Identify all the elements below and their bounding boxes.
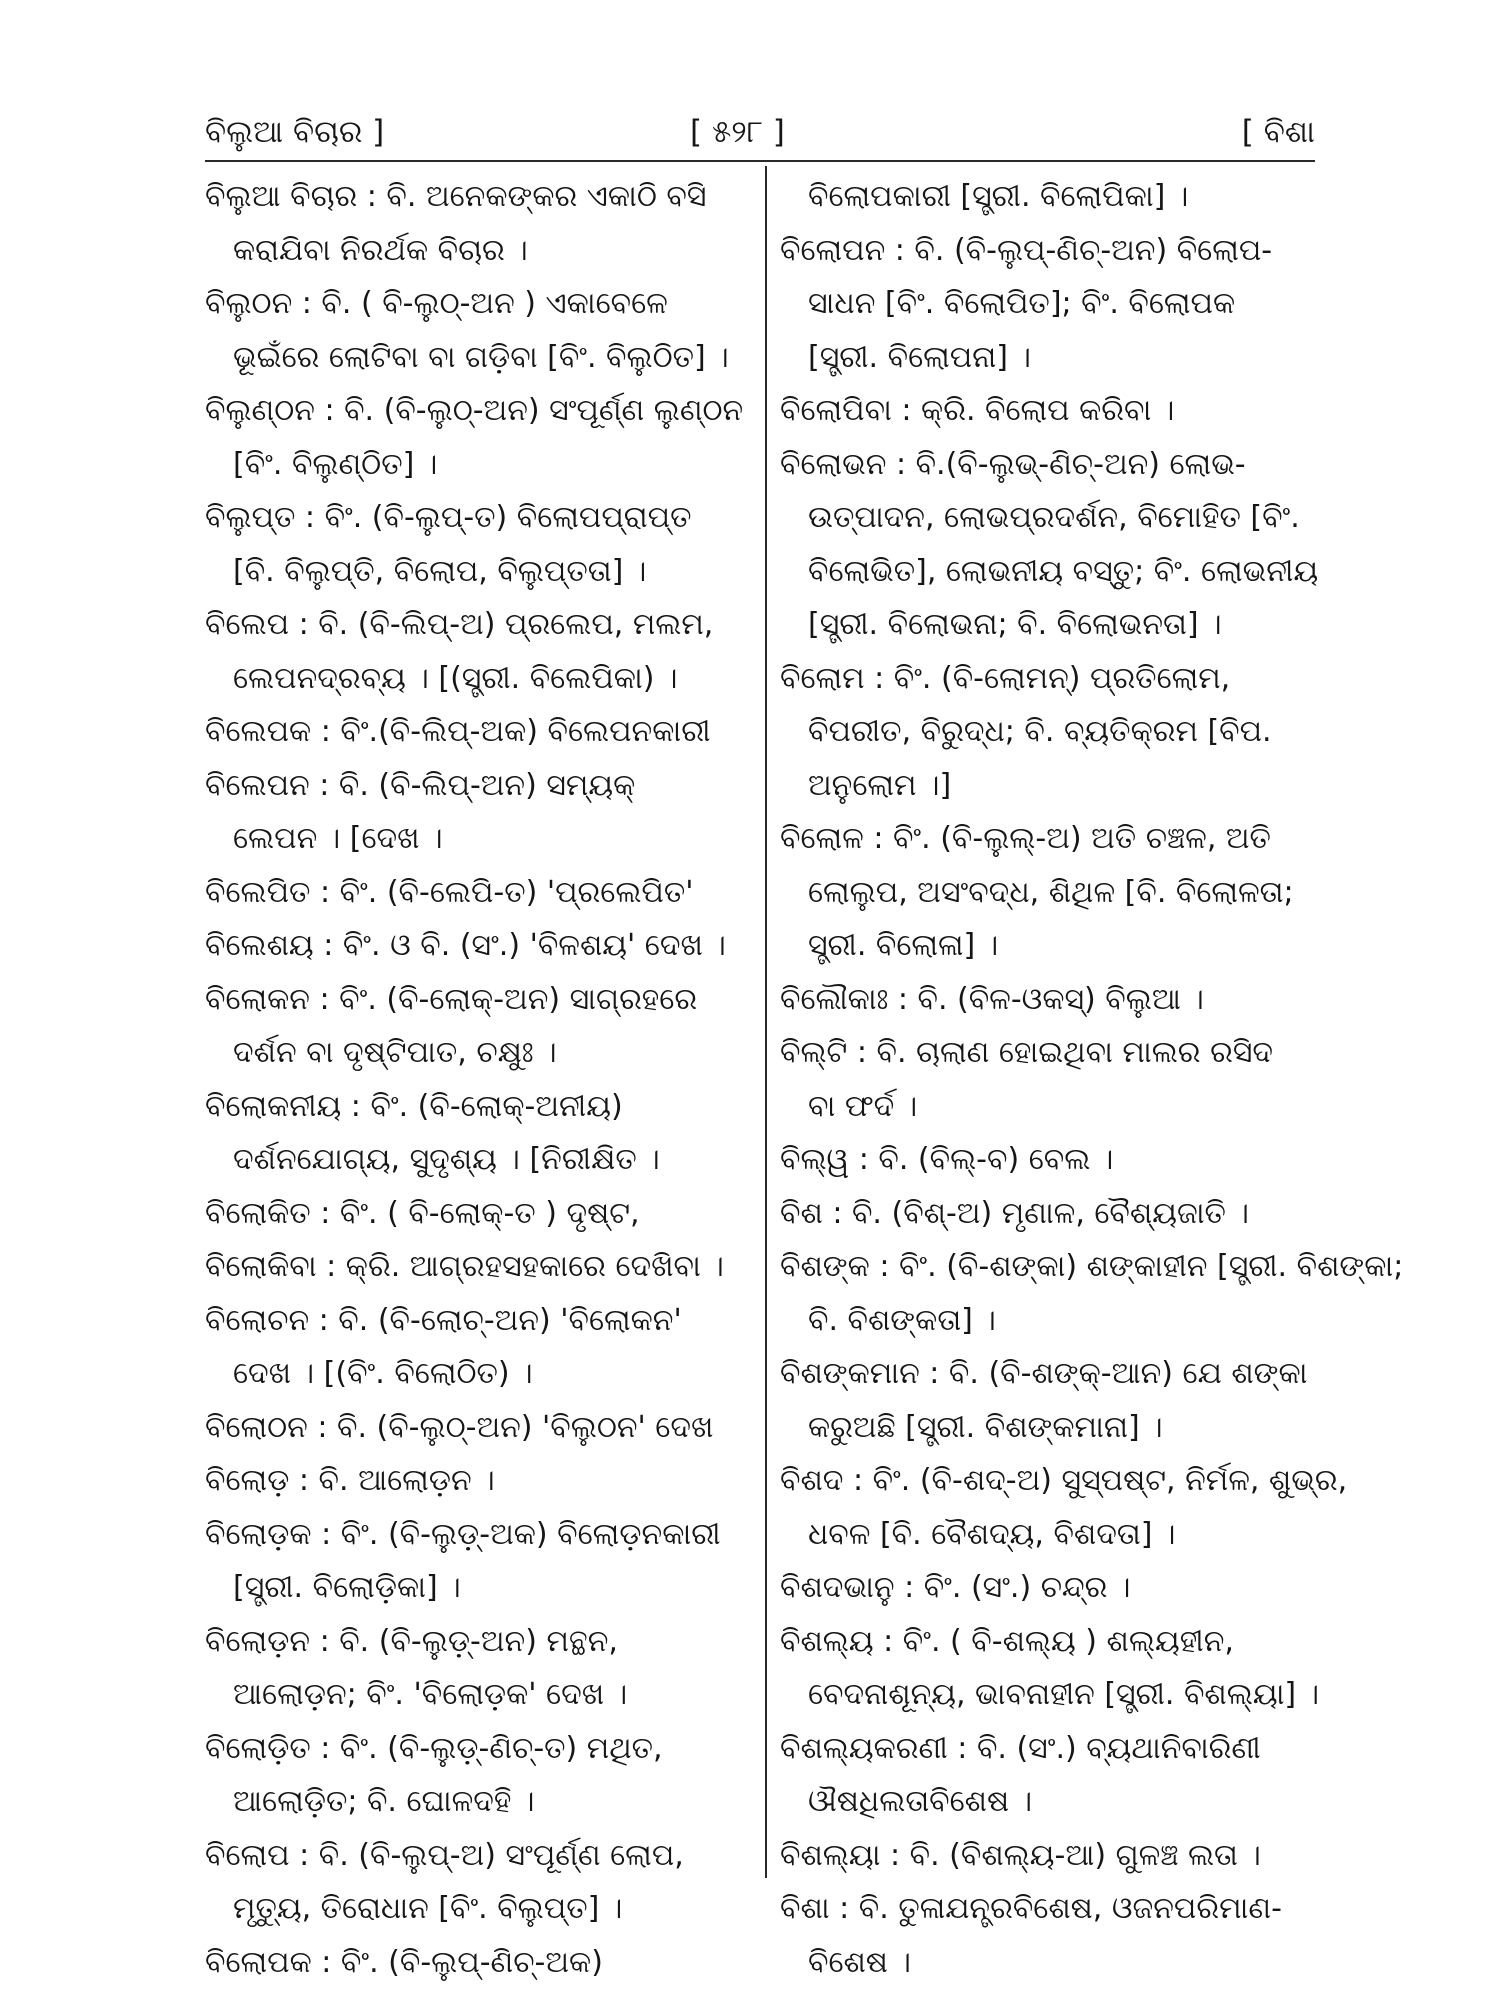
- entry-line: ବିଲୁଆ ବିଚାର : ବି. ଅନେକଙ୍କର ଏକାଠି ବସି: [205, 179, 707, 214]
- entry-line: ବିଲେପକ : ବିଂ.(ବି-ଲିପ୍-ଅକ) ବିଲେପନକାରୀ: [205, 714, 711, 749]
- entry-line: ବିଲୋମ : ବିଂ. (ବି-ଲୋମନ୍) ପ୍ରତିଲୋମ,: [780, 660, 1231, 696]
- entry-line: ଦର୍ଶନଯୋଗ୍ୟ, ସୁଦୃଶ୍ୟ । [ନିରୀକ୍ଷିତ ।: [233, 1142, 660, 1177]
- entry-line: ବିଲୋଡ଼ : ବି. ଆଲୋଡ଼ନ ।: [205, 1463, 495, 1498]
- entry-line: ବିଶଲ୍ୟା : ବି. (ବିଶଲ୍ୟ-ଆ) ଗୁଳଞ୍ଚ ଲତା ।: [780, 1837, 1261, 1873]
- header-right-guideword: [ ବିଶା: [1241, 114, 1315, 150]
- entry-line: ବିଲ୍‌ଟି : ବି. ଚାଲାଣ ହୋଇଥିବା ମାଲର ରସିଦ: [780, 1035, 1274, 1070]
- entry-line: ବିଶଲ୍ୟକରଣୀ : ବି. (ସଂ.) ବ୍ୟଥାନିବାରିଣୀ: [780, 1730, 1261, 1766]
- entry-line: ବିଶେଷ ।: [808, 1944, 911, 1980]
- entry-line: ବିଲୋପ : ବି. (ବି-ଲୁପ୍-ଅ) ସଂପୂର୍ଣ୍ଣ ଲୋପ,: [205, 1837, 684, 1873]
- entry-line: ଉତ୍ପାଦନ, ଲୋଭପ୍ରଦର୍ଶନ, ବିମୋହିତ [ବିଂ.: [808, 500, 1300, 535]
- entry-line: କରାଯିବା ନିରର୍ଥକ ବିଚାର ।: [233, 232, 528, 268]
- entry-line: ବିଶଙ୍କ : ବିଂ. (ବି-ଶଙ୍କା) ଶଙ୍କାହୀନ [ସ୍ତ୍ରୀ. ବିଶଙ୍କା;: [780, 1249, 1404, 1284]
- entry-line: ବିଲୁଠନ : ବି. ( ବି-ଲୁଠ୍-ଅନ ) ଏକାବେଳେ: [205, 286, 668, 321]
- entry-line: ବିଶଦ : ବିଂ. (ବି-ଶଦ୍-ଅ) ସୁସ୍ପଷ୍ଟ, ନିର୍ମଳ, ଶୁଭ୍ର,: [780, 1463, 1348, 1498]
- entry-line: ଔଷଧିଲତାବିଶେଷ ।: [808, 1784, 1033, 1819]
- entry-line: ବା ଫର୍ଦ ।: [808, 1088, 918, 1124]
- entry-line: ବିଲୋପିବା : କ୍ରି. ବିଲୋପ କରିବା ।: [780, 393, 1175, 428]
- entry-line: ବିଶଙ୍କମାନ : ବି. (ବି-ଶଙ୍କ୍-ଆନ) ଯେ ଶଙ୍କା: [780, 1356, 1308, 1391]
- left-column: [205, 170, 760, 1980]
- entry-line: ଦେଖ । [(ବିଂ. ବିଲୋଠିତ) ।: [233, 1356, 533, 1391]
- entry-line: [ସ୍ତ୍ରୀ. ବିଲୋଡ଼ିକା] ।: [233, 1570, 461, 1605]
- entry-line: ବିଲୋଡ଼ନ : ବି. (ବି-ଲୁଡ଼୍-ଅନ) ମନ୍ଥନ,: [205, 1623, 618, 1659]
- entry-line: ବି. ବିଶଙ୍କତା] ।: [808, 1302, 996, 1338]
- header-rule: [205, 160, 1315, 162]
- entry-line: ବିଲୁଣ୍ଠନ : ବି. (ବି-ଲୁଠ୍-ଅନ) ସଂପୂର୍ଣ୍ଣ ଲୁଣ୍ଠନ: [205, 393, 744, 428]
- entry-line: ବିଲୋଭିତ], ଲୋଭନୀୟ ବସ୍ତୁ; ବିଂ. ଲୋଭନୀୟ: [808, 553, 1319, 589]
- entry-line: ବିଲ୍ୱ : ବି. (ବିଲ୍-ବ) ବେଲ ।: [780, 1142, 1114, 1177]
- entry-line: ବିଲୋଠନ : ବି. (ବି-ଲୁଠ୍-ଅନ) 'ବିଲୁଠନ' ଦେଖ: [205, 1409, 714, 1445]
- entry-line: ବିଲୋକନୀୟ : ବିଂ. (ବି-ଲୋକ୍-ଅନୀୟ): [205, 1088, 623, 1124]
- entry-line: [ବିଂ. ବିଲୁଣ୍ଠିତ] ।: [233, 446, 438, 482]
- entry-line: ବିଶା : ବି. ତୁଳାଯନ୍ତ୍ରବିଶେଷ, ଓଜନପରିମାଣ-: [780, 1891, 1282, 1926]
- entry-line: [ସ୍ତ୍ରୀ. ବିଲୋପନା] ।: [808, 339, 1032, 375]
- entry-line: ବିଲୋକନ : ବିଂ. (ବି-ଲୋକ୍-ଅନ) ସାଗ୍ରହରେ: [205, 981, 698, 1017]
- entry-line: ଲୋଲୁପ, ଅସଂବଦ୍ଧ, ଶିଥିଳ [ବି. ବିଲୋଳତା;: [808, 874, 1294, 910]
- entry-line: ବିଲୋକିବା : କ୍ରି. ଆଗ୍ରହସହକାରେ ଦେଖିବା ।: [205, 1249, 724, 1284]
- entry-line: ବିଶଲ୍ୟ : ବିଂ. ( ବି-ଶଲ୍ୟ ) ଶଲ୍ୟହୀନ,: [780, 1623, 1234, 1659]
- entry-line: ଆଲୋଡ଼ିତ; ବି. ଘୋଳଦହି ।: [233, 1784, 535, 1819]
- entry-line: ବିଲୋଡ଼ିତ : ବିଂ. (ବି-ଲୁଡ଼୍-ଣିଚ୍-ତ) ମଥିତ,: [205, 1730, 663, 1766]
- entry-line: ଅନୁଲୋମ ।]: [808, 767, 952, 803]
- header-left-guideword: ବିଲୁଆ ବିଚାର ]: [205, 114, 385, 150]
- entry-line: ବିଲୋଳ : ବିଂ. (ବି-ଲୁଲ୍-ଅ) ଅତି ଚଞ୍ଚଳ, ଅତି: [780, 821, 1271, 856]
- entry-line: ବିଲୋଚନ : ବି. (ବି-ଲୋଚ୍-ଅନ) 'ବିଲୋକନ': [205, 1302, 682, 1338]
- entry-line: ବିଲୋପକ : ବିଂ. (ବି-ଲୁପ୍-ଣିଚ୍-ଅକ): [205, 1944, 603, 1980]
- entry-line: ବେଦନାଶୂନ୍ୟ, ଭାବନାହୀନ [ସ୍ତ୍ରୀ. ବିଶଲ୍ୟା] ।: [808, 1677, 1320, 1712]
- entry-line: ଲେପନଦ୍ରବ୍ୟ । [(ସ୍ତ୍ରୀ. ବିଲେପିକା) ।: [233, 660, 678, 696]
- entry-line: ବିଲୋଭନ : ବି.(ବି-ଲୁଭ୍-ଣିଚ୍-ଅନ) ଲୋଭ-: [780, 446, 1246, 482]
- entry-line: ବିଲୋକିତ : ବିଂ. ( ବି-ଲୋକ୍-ତ ) ଦୃଷ୍ଟ,: [205, 1195, 640, 1231]
- entry-line: ବିଲେଶୟ : ବିଂ. ଓ ବି. (ସଂ.) 'ବିଳଶୟ' ଦେଖ ।: [205, 928, 726, 963]
- entry-line: ଧବଳ [ବି. ବୈଶଦ୍ୟ, ବିଶଦତା] ।: [808, 1516, 1176, 1552]
- entry-line: କରୁଅଛି [ସ୍ତ୍ରୀ. ବିଶଙ୍କମାନା] ।: [808, 1409, 1163, 1445]
- entry-line: ବିପରୀତ, ବିରୁଦ୍ଧ; ବି. ବ୍ୟତିକ୍ରମ [ବିପ.: [808, 714, 1272, 749]
- entry-line: ବିଲୋପନ : ବି. (ବି-ଲୁପ୍-ଣିଚ୍-ଅନ) ବିଲୋପ-: [780, 232, 1273, 268]
- entry-line: ସାଧନ [ବିଂ. ବିଲୋପିତ]; ବିଂ. ବିଲୋପକ: [808, 286, 1236, 321]
- entry-line: ଲେପନ । [ଦେଖ ।: [233, 821, 443, 856]
- column-divider: [765, 166, 767, 1878]
- entry-line: ବିଲେପ : ବି. (ବି-ଲିପ୍-ଅ) ପ୍ରଲେପ, ମଲମ,: [205, 607, 714, 642]
- entry-line: ବିଲୋପକାରୀ [ସ୍ତ୍ରୀ. ବିଲୋପିକା] ।: [808, 179, 1189, 214]
- entry-line: ଭୂଇଁରେ ଲୋଟିବା ବା ଗଡ଼ିବା [ବିଂ. ବିଲୁଠିତ] ।: [233, 339, 729, 375]
- entry-line: ବିଲେପିତ : ବିଂ. (ବି-ଲେପି-ତ) 'ପ୍ରଲେପିତ': [205, 874, 694, 910]
- page-number: [ ୫୨୮ ]: [690, 114, 785, 150]
- entry-line: [ବି. ବିଲୁପ୍ତି, ବିଲୋପ, ବିଲୁପ୍ତତା] ।: [233, 553, 647, 589]
- entry-line: ବିଶ : ବି. (ବିଶ୍-ଅ) ମୃଣାଳ, ବୈଶ୍ୟଜାତି ।: [780, 1195, 1249, 1231]
- entry-line: ବିଲେପନ : ବି. (ବି-ଲିପ୍-ଅନ) ସମ୍ୟକ୍: [205, 767, 636, 803]
- entry-line: ବିଲୋଡ଼କ : ବିଂ. (ବି-ଲୁଡ଼୍-ଅକ) ବିଲୋଡ଼ନକାରୀ: [205, 1516, 721, 1552]
- entry-line: ଆଲୋଡ଼ନ; ବିଂ. 'ବିଲୋଡ଼କ' ଦେଖ ।: [233, 1677, 628, 1712]
- right-column: [780, 170, 1404, 1980]
- entry-line: ଦର୍ଶନ ବା ଦୃଷ୍ଟିପାତ, ଚକ୍ଷୁଃ ।: [233, 1035, 557, 1070]
- entry-line: ମୃତ୍ୟୁ, ତିରୋଧାନ [ବିଂ. ବିଲୁପ୍ତ] ।: [233, 1891, 623, 1926]
- entry-line: ବିଶଦଭାନୁ : ବିଂ. (ସଂ.) ଚନ୍ଦ୍ର ।: [780, 1570, 1131, 1605]
- entry-line: ସ୍ତ୍ରୀ. ବିଲୋଳା] ।: [808, 928, 999, 963]
- page-header: [205, 108, 1315, 156]
- entry-line: [ସ୍ତ୍ରୀ. ବିଲୋଭନା; ବି. ବିଲୋଭନତା] ।: [808, 607, 1222, 642]
- entry-line: ବିଲୁପ୍ତ : ବିଂ. (ବି-ଲୁପ୍-ତ) ବିଲୋପପ୍ରାପ୍ତ: [205, 500, 692, 535]
- entry-line: ବିଲୌକାଃ : ବି. (ବିଳ-ଓକସ୍) ବିଲୁଆ ।: [780, 981, 1204, 1017]
